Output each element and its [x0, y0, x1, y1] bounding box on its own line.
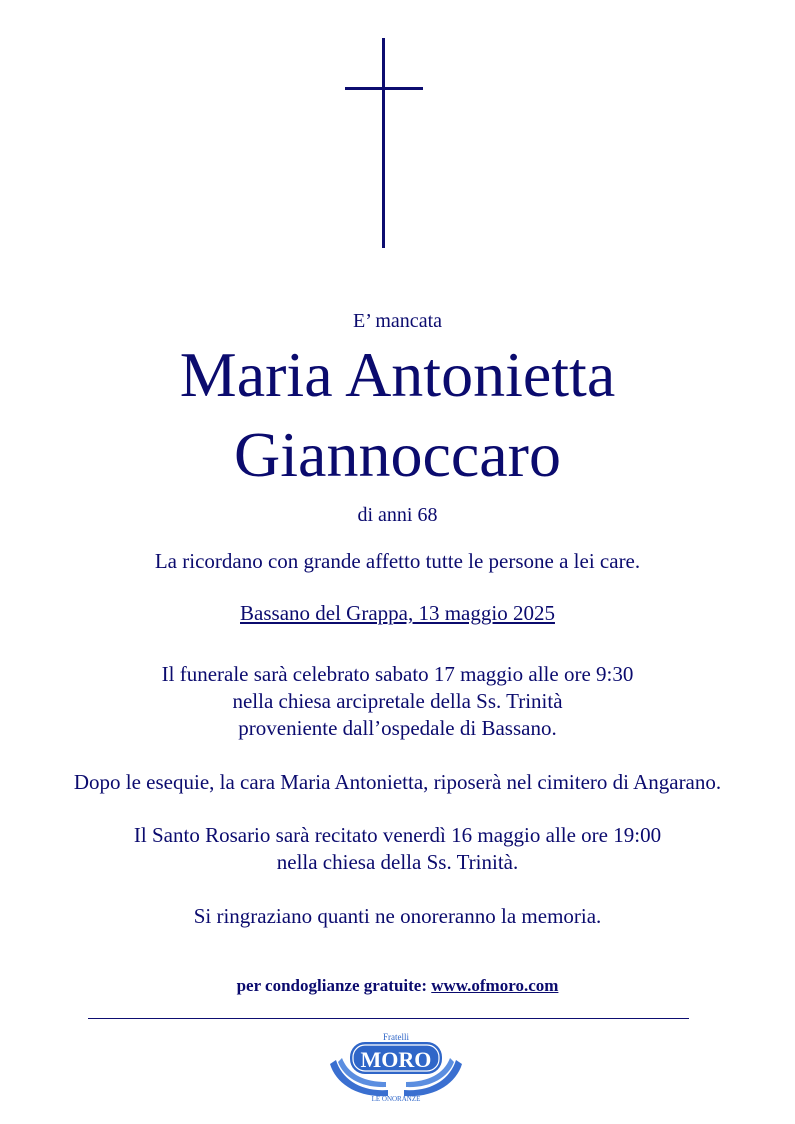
thanks-text: Si ringraziano quanti ne onoreranno la memoria.	[193, 904, 602, 928]
funeral-line-2: nella chiesa arcipretale della Ss. Trinità	[232, 689, 563, 713]
divider	[88, 1018, 689, 1019]
logo-top-text: Fratelli	[383, 1032, 409, 1042]
cross-icon	[345, 38, 423, 248]
funeral-line-3: proveniente dall’ospedale di Bassano.	[238, 716, 557, 740]
condolences-label: per condoglianze gratuite:	[236, 976, 427, 995]
place-date-text: Bassano del Grappa, 13 maggio 2025	[240, 601, 555, 625]
remembrance-text: La ricordano con grande affetto tutte le persone a lei care.	[154, 549, 641, 573]
funeral-line-1: Il funerale sarà celebrato sabato 17 maggio alle ore 9:30	[161, 662, 634, 686]
rosary-line-1: Il Santo Rosario sarà recitato venerdì 16 maggio alle ore 19:00	[133, 823, 662, 847]
deceased-name-line1: Maria Antonietta	[179, 339, 616, 410]
condolences-line	[0, 976, 795, 996]
moro-logo	[328, 1030, 464, 1106]
deceased-name-line2: Giannoccaro	[234, 419, 561, 490]
logo-main-text: MORO	[360, 1047, 432, 1072]
age-text: di anni 68	[357, 504, 438, 526]
logo-bottom-text: LE ONORANZE	[371, 1095, 421, 1103]
website-link[interactable]: www.ofmoro.com	[431, 976, 559, 995]
intro-text: E’ mancata	[352, 310, 442, 332]
rosary-line-2: nella chiesa della Ss. Trinità.	[276, 850, 519, 874]
burial-text: Dopo le esequie, la cara Maria Antonietta, riposerà nel cimitero di Angarano.	[73, 770, 722, 794]
place-date	[0, 600, 795, 627]
